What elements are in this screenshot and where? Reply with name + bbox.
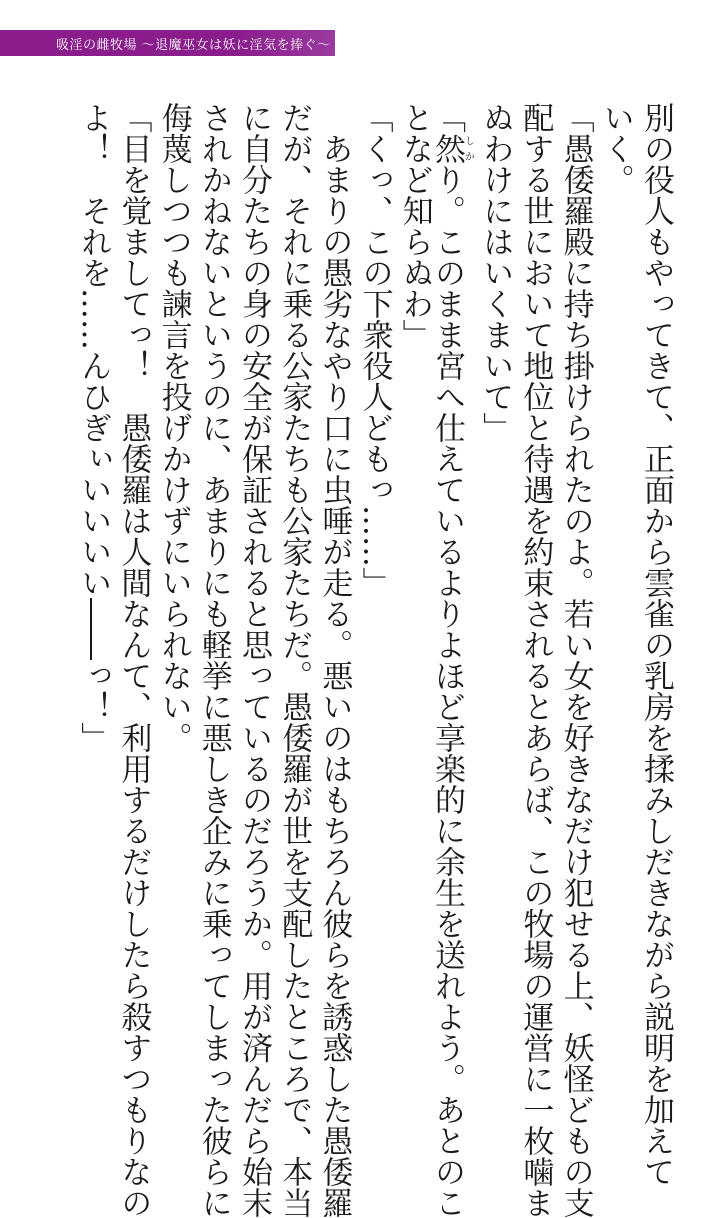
text-column: 「然しかり。このまま宮へ仕えているよりよほど享楽的に余生を送れよう。あとのこ (429, 102, 474, 1218)
text-column: いく。 (597, 102, 634, 195)
text-column: あまりの愚劣なやり口に虫唾が走る。悪いのはもちろん彼らを誘惑した愚倭羅 (316, 102, 353, 1218)
text-column: されかねないというのに、あまりにも軽挙に悪しき企みに乗ってしまった彼らに (195, 102, 232, 1218)
text-column: 配する世において地位と待遇を約束されるとあらば、この牧場の運営に一枚噛ま (517, 102, 554, 1218)
text-column: だが、それに乗る公家たちも公家たちだ。愚倭羅が世を支配したところで、本当 (276, 102, 313, 1218)
chapter-title: 吸淫の雌牧場 〜退魔巫女は妖に淫気を捧ぐ〜 (56, 37, 331, 53)
text-column: 別の役人もやってきて、正面から雲雀の乳房を揉みしだきながら説明を加えて (638, 102, 674, 1187)
ruby-annotation (429, 133, 474, 164)
text-column: 「愚倭羅殿に持ち掛けられたのよ。若い女を好きなだけ犯せる上、妖怪どもの支 (557, 102, 594, 1218)
ruby-reading: しか (462, 133, 474, 164)
text-column: 侮蔑しつつも諫言を投げかけずにいられない。 (155, 102, 192, 753)
chapter-header-bar (0, 30, 335, 56)
text-column: 「くっ、この下衆役人どもっ……」 (356, 102, 393, 598)
text-column: よ！ それを……んひぎぃいいいい――っ！」 (75, 102, 112, 753)
text-column: ぬわけにはいくまいて」 (477, 102, 514, 443)
text-column: 「目を覚ましてっ！ 愚倭羅は人間なんて、利用するだけしたら殺すつもりなの (115, 102, 152, 1218)
text-column: となど知らぬわ」 (396, 102, 433, 350)
ruby-base: 然 (429, 133, 465, 164)
text-column: に自分たちの身の安全が保証されると思っているのだろうか。用が済んだら始末 (236, 102, 272, 1218)
vertical-text-body (0, 102, 720, 1218)
